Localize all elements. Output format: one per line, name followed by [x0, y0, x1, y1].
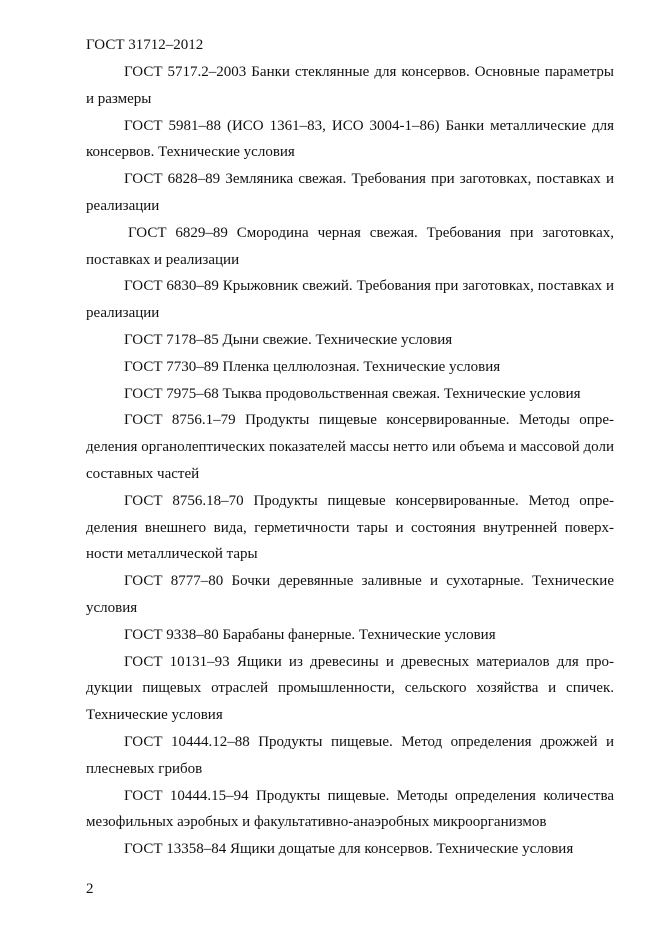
- reference-entry: ГОСТ 6829–89 Смородина черная свежая. Требования при заготовках, поставках и реализации: [86, 224, 614, 268]
- reference-entry: ГОСТ 10444.15–94 Продукты пищевые. Методы определения количества мезофильных аэробных и факультативно-анаэробных микроорганизмов: [86, 787, 614, 831]
- page-number: 2: [86, 881, 94, 897]
- reference-entry: ГОСТ 8756.18–70 Продукты пищевые консервированные. Метод определения внешнего вида, герметичности тары и состояния внутренней поверхности металлической тары: [86, 492, 614, 563]
- reference-entry: ГОСТ 13358–84 Ящики дощатые для консервов. Технические условия: [124, 841, 574, 858]
- reference-entry: ГОСТ 6830–89 Крыжовник свежий. Требования при заготовках, поставках и реализации: [86, 278, 614, 322]
- reference-entry: ГОСТ 8756.1–79 Продукты пищевые консервированные. Методы определения органолептических показателей массы нетто или объема и массовой доли составных частей: [86, 412, 614, 482]
- reference-entry: ГОСТ 10131–93 Ящики из древесины и древесных материалов для продукции пищевых отраслей промышленности, сельского хозяйства и спичек. Технические условия: [86, 653, 614, 724]
- reference-entry: ГОСТ 8777–80 Бочки деревянные заливные и сухотарные. Технические условия: [86, 573, 614, 616]
- reference-entry: ГОСТ 7730–89 Пленка целлюлозная. Технические условия: [124, 358, 501, 375]
- reference-entry: ГОСТ 7975–68 Тыква продовольственная свежая. Технические условия: [124, 385, 581, 402]
- reference-entry: ГОСТ 5717.2–2003 Банки стеклянные для консервов. Основные параметры и размеры: [86, 64, 614, 107]
- reference-entry: ГОСТ 7178–85 Дыни свежие. Технические условия: [124, 331, 453, 348]
- reference-entry: ГОСТ 9338–80 Барабаны фанерные. Технические условия: [124, 626, 496, 643]
- reference-entry: ГОСТ 5981–88 (ИСО 1361–83, ИСО 3004-1–86) Банки металлические для консервов. Технические условия: [86, 117, 614, 161]
- document-header: ГОСТ 31712–2012: [86, 37, 204, 53]
- reference-entry: ГОСТ 10444.12–88 Продукты пищевые. Метод определения дрожжей и плесневых грибов: [86, 733, 614, 777]
- normative-references-list: [86, 59, 614, 863]
- reference-entry: ГОСТ 6828–89 Земляника свежая. Требования при заготовках, поставках и реализации: [86, 171, 614, 214]
